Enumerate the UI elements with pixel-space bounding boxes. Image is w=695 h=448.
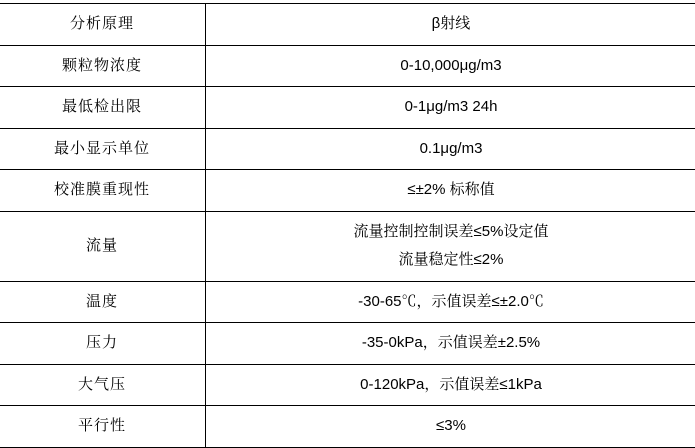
row-value — [206, 170, 695, 212]
specification-table — [0, 3, 695, 448]
row-label: 最低检出限 — [0, 87, 206, 129]
table-row — [0, 281, 695, 323]
table-row — [0, 323, 695, 365]
value-line: ≤±2% 标称值 — [210, 176, 692, 205]
row-value — [206, 4, 695, 46]
value-line: -35-0kPa，示值误差±2.5% — [210, 329, 692, 358]
value-line: 0.1μg/m3 — [210, 135, 692, 164]
value-line: β射线 — [210, 10, 692, 39]
row-label: 分析原理 — [0, 4, 206, 46]
row-label: 温度 — [0, 281, 206, 323]
value-line: 0-1μg/m3 24h — [210, 93, 692, 122]
table-row — [0, 128, 695, 170]
row-label: 大气压 — [0, 364, 206, 406]
row-label: 流量 — [0, 211, 206, 281]
row-value — [206, 211, 695, 281]
row-label: 最小显示单位 — [0, 128, 206, 170]
row-label: 压力 — [0, 323, 206, 365]
row-label: 校准膜重现性 — [0, 170, 206, 212]
row-value — [206, 87, 695, 129]
value-line: 0-120kPa，示值误差≤1kPa — [210, 371, 692, 400]
row-value — [206, 281, 695, 323]
row-value — [206, 128, 695, 170]
value-line: -30-65℃，示值误差≤±2.0℃ — [210, 288, 692, 317]
table-row — [0, 87, 695, 129]
value-line: ≤3% — [210, 412, 692, 441]
row-value — [206, 323, 695, 365]
value-line: 流量控制控制误差≤5%设定值 — [210, 218, 692, 247]
row-value — [206, 406, 695, 448]
row-label: 颗粒物浓度 — [0, 45, 206, 87]
table-row — [0, 4, 695, 46]
value-line: 0-10,000μg/m3 — [210, 52, 692, 81]
row-value — [206, 45, 695, 87]
table-row — [0, 45, 695, 87]
table-row — [0, 170, 695, 212]
table-body — [0, 4, 695, 448]
table-row — [0, 211, 695, 281]
table-row — [0, 406, 695, 448]
row-value — [206, 364, 695, 406]
row-label: 平行性 — [0, 406, 206, 448]
table-row — [0, 364, 695, 406]
value-line: 流量稳定性≤2% — [210, 246, 692, 275]
